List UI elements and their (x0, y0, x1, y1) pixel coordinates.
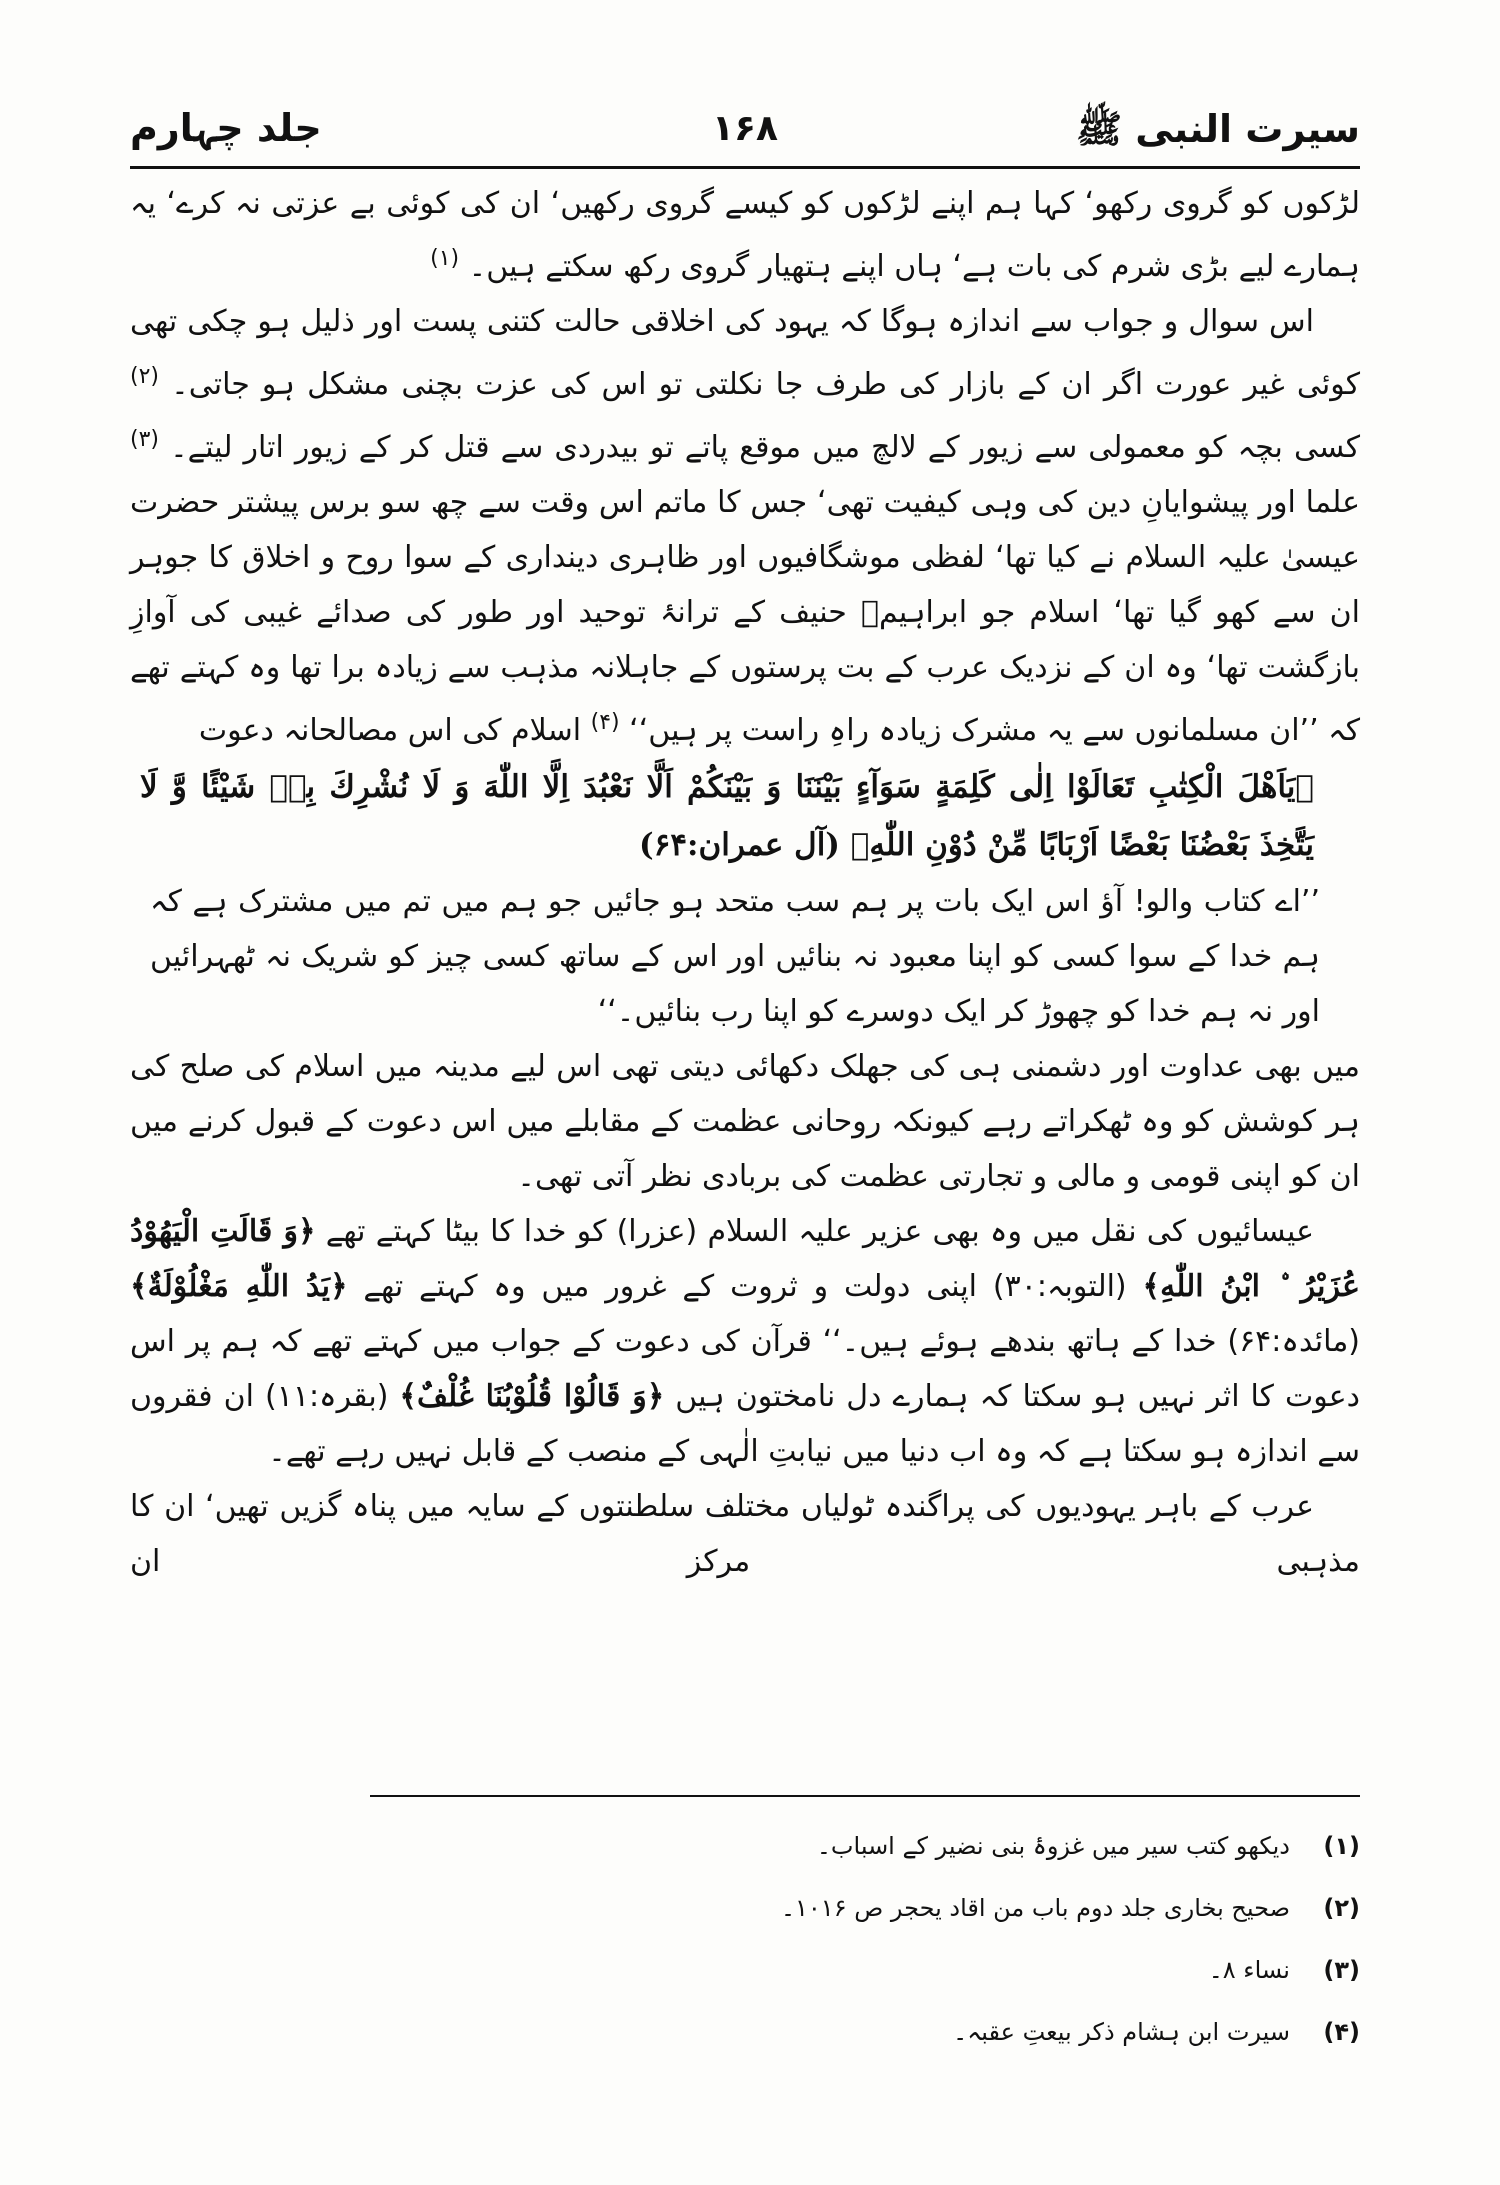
footnote-text: صحیح بخاری جلد دوم باب من اقاد یحجر ص ۱۰۱۶۔ (780, 1894, 1290, 1922)
paragraph-4-text-a: عیسائیوں کی نقل میں وہ بھی عزیر علیہ السلام (عزرا) کو خدا کا بیٹا کہتے تھے (325, 1214, 1315, 1249)
inline-verse-3-ref: (بقرہ:۱۱) (264, 1379, 389, 1414)
paragraph-1-text: لڑکوں کو گروی رکھو‘ کہا ہم اپنے لڑکوں کو کیسے گروی رکھیں‘ ان کی کوئی بے عزتی نہ کرے‘ یہ ہمارے لیے بڑی شرم کی بات ہے‘ ہاں اپنے ہتھیار گروی رکھ سکتے ہیں۔ (130, 186, 1360, 284)
quran-verse-reference: (آل عمران:۶۴) (639, 827, 840, 863)
verse-translation-text: ’’اے کتاب والو! آؤ اس ایک بات پر ہم سب متحد ہو جائیں جو ہم میں تم میں مشترک ہے کہ ہم خدا کے سوا کسی کو اپنا معبود نہ بنائیں اور اس کے ساتھ کسی چیز کو شریک نہ ٹھہرائیں اور نہ ہم خدا کو چھوڑ کر ایک دوسرے کو اپنا رب بنائیں۔‘‘ (150, 884, 1320, 1029)
paragraph-2-text-b: کسی بچہ کو معمولی سے زیور کے لالچ میں موقع پاتے تو بیدردی سے قتل کر کے زیور اتار لیتے۔ (170, 430, 1360, 465)
book-title: سیرت النبی ﷺ (1076, 107, 1360, 151)
inline-verse-1: ﴿وَ قَالَتِ الْيَهُوْدُ عُزَيْرُ ۨ ابْنُ اللّٰهِ﴾ (130, 1214, 1360, 1304)
paragraph-2 (130, 294, 1360, 758)
paragraph-5 (130, 1479, 1360, 1589)
footnote-ref-1[interactable]: (۱) (430, 246, 460, 271)
paragraph-4-text-d: ان فقروں سے اندازہ ہو سکتا ہے کہ وہ اب دنیا میں نیابتِ الٰہی کے منصب کے قابل نہیں رہے تھے۔ (130, 1379, 1360, 1469)
inline-verse-3: ﴿وَ قَالُوْا قُلُوْبُنَا غُلْفٌ﴾ (399, 1379, 665, 1414)
footnote-text: دیکھو کتب سیر میں غزوۂ بنی نضیر کے اسباب۔ (816, 1832, 1290, 1860)
footnote-ref-2[interactable]: (۲) (130, 364, 160, 389)
footnote-text: سیرت ابن ہشام ذکر بیعتِ عقبہ۔ (953, 2018, 1290, 2046)
paragraph-4-text-b: اپنی دولت و ثروت کے غرور میں وہ کہتے تھے (363, 1269, 978, 1304)
footnote-item (370, 2001, 1360, 2063)
verse-translation (130, 874, 1360, 1039)
footnote-number: (۲) (1323, 1894, 1360, 1922)
quran-verse-text: ﴿يَاَهْلَ الْكِتٰبِ تَعَالَوْا اِلٰى كَلِمَةٍ سَوَآءٍ بَيْنَنَا وَ بَيْنَكُمْ اَلَّا نَعْبُدَ اِلَّا اللّٰهَ وَ لَا نُشْرِكَ بِهٖ شَيْئًا وَّ لَا يَتَّخِذَ بَعْضُنَا بَعْضًا اَرْبَابًا مِّنْ دُوْنِ اللّٰهِ﴾ (140, 769, 1314, 863)
paragraph-2-text-c: علما اور پیشوایانِ دین کی وہی کیفیت تھی‘ جس کا ماتم اس وقت سے چھ سو برس پیشتر حضرت عیسیٰ علیہ السلام نے کیا تھا‘ لفظی موشگافیوں اور ظاہری دینداری کے سوا روح و اخلاق کا جوہر ان سے کھو گیا تھا‘ اسلام جو ابراہیمؑ حنیف کے ترانۂ توحید اور طور کی صدائے غیبی کی آوازِ بازگشت تھا‘ وہ ان کے نزدیک عرب کے بت پرستوں کے جاہلانہ مذہب سے زیادہ برا تھا وہ کہتے تھے کہ ’’ان مسلمانوں سے یہ مشرک زیادہ راہِ راست پر ہیں‘‘ (130, 485, 1360, 748)
footnotes (370, 1815, 1360, 2063)
footnote-ref-4[interactable]: (۴) (590, 710, 620, 735)
inline-verse-2-ref: (مائدہ:۶۴) (1227, 1324, 1360, 1359)
footnote-number: (۱) (1323, 1832, 1360, 1860)
page-number: ۱۶۸ (712, 108, 778, 149)
footnote-separator (370, 1795, 1360, 1797)
paragraph-4-text-c: خدا کے ہاتھ بندھے ہوئے ہیں۔‘‘ قرآن کی دعوت کے جواب میں کہتے تھے کہ ہم پر اس دعوت کا اثر نہیں ہو سکتا کہ ہمارے دل نامختون ہیں (130, 1324, 1360, 1414)
paragraph-4 (130, 1204, 1360, 1479)
paragraph-2-text-a: اس سوال و جواب سے اندازہ ہوگا کہ یہود کی اخلاقی حالت کتنی پست اور ذلیل ہو چکی تھی کوئی غیر عورت اگر ان کے بازار کی طرف جا نکلتی تو اس کی عزت بچنی مشکل ہو جاتی۔ (130, 304, 1360, 402)
footnote-text: نساء ۸۔ (1208, 1956, 1290, 1984)
body-text (130, 176, 1360, 1589)
footnote-ref-3[interactable]: (۳) (130, 427, 160, 452)
volume-label: جلد چہارم (130, 106, 322, 150)
footnote-number: (۳) (1323, 1956, 1360, 1984)
page-header (130, 102, 1360, 166)
paragraph-3-text: میں بھی عداوت اور دشمنی ہی کی جھلک دکھائی دیتی تھی اس لیے مدینہ میں اسلام کی صلح کی ہر کوشش کو وہ ٹھکراتے رہے کیونکہ روحانی عظمت کے مقابلے میں اس دعوت کے قبول کرنے میں ان کو اپنی قومی و مالی و تجارتی عظمت کی بربادی نظر آتی تھی۔ (130, 1049, 1360, 1194)
paragraph-5-text: عرب کے باہر یہودیوں کی پراگندہ ٹولیاں مختلف سلطنتوں کے سایہ میں پناہ گزیں تھیں‘ ان کا مذہبی مرکز ان (130, 1489, 1360, 1579)
paragraph-2-text-d: اسلام کی اس مصالحانہ دعوت (198, 713, 582, 748)
paragraph-1 (130, 176, 1360, 294)
footnote-number: (۴) (1323, 2018, 1360, 2046)
footnote-item (370, 1939, 1360, 2001)
inline-verse-2: ﴿يَدُ اللّٰهِ مَغْلُوْلَةٌ﴾ (130, 1269, 348, 1304)
paragraph-3 (130, 1039, 1360, 1204)
footnote-item (370, 1877, 1360, 1939)
footnote-item (370, 1815, 1360, 1877)
header-rule (130, 166, 1360, 169)
inline-verse-1-ref: (التوبہ:۳۰) (992, 1269, 1127, 1304)
quran-verse (130, 758, 1360, 874)
